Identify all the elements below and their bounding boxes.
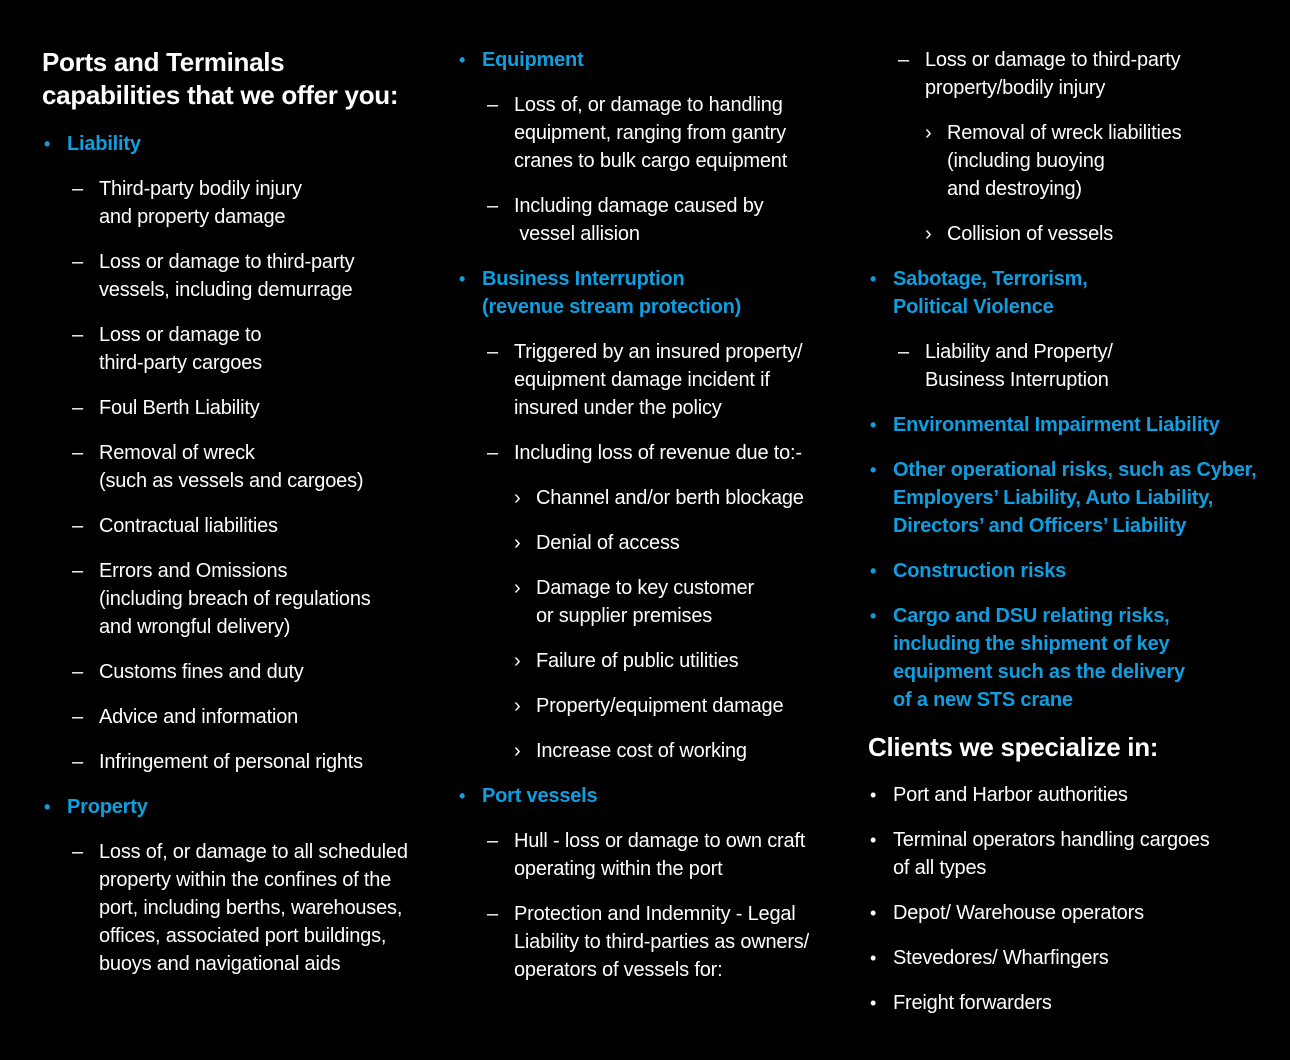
sub-item <box>42 658 442 686</box>
text-line: Loss or damage to third-party <box>925 49 1181 71</box>
sub-item <box>457 338 857 422</box>
bullet-icon: • <box>870 269 877 289</box>
bullet-icon: • <box>870 415 877 435</box>
text-line: Environmental Impairment Liability <box>893 414 1220 436</box>
column-left <box>42 46 442 995</box>
text-line: Hull - loss or damage to own craft <box>514 830 806 852</box>
item-text <box>536 529 857 557</box>
text-line: Contractual liabilities <box>99 515 278 537</box>
item-text <box>99 557 442 641</box>
text-line: Removal of wreck liabilities <box>947 122 1182 144</box>
bullet-icon: • <box>44 134 51 154</box>
sub-item <box>42 248 442 304</box>
item-text <box>893 781 1278 809</box>
item-text <box>514 439 857 467</box>
dash-icon: – <box>72 751 83 773</box>
sub-item <box>42 512 442 540</box>
text-line: Damage to key customer <box>536 577 754 599</box>
text-line: port, including berths, warehouses, <box>99 897 403 919</box>
text-line: Stevedores/ Wharfingers <box>893 947 1109 969</box>
item-text <box>514 91 857 175</box>
sub-item <box>42 557 442 641</box>
sub-item <box>42 748 442 776</box>
item-text <box>99 321 442 377</box>
sub-item <box>868 338 1278 394</box>
text-line: operating within the port <box>514 858 723 880</box>
item-text <box>514 827 857 883</box>
text-line: Foul Berth Liability <box>99 397 260 419</box>
capability-item <box>42 793 442 821</box>
capability-item <box>868 602 1278 714</box>
sub-item <box>42 175 442 231</box>
text-line: Including loss of revenue due to:- <box>514 442 802 464</box>
item-text <box>536 692 857 720</box>
text-line: (including breach of regulations <box>99 588 371 610</box>
bullet-icon: • <box>870 460 877 480</box>
bullet-icon: • <box>870 830 877 850</box>
item-text <box>536 647 857 675</box>
column-middle <box>457 46 857 1001</box>
sub-item <box>457 439 857 467</box>
text-line: Customs fines and duty <box>99 661 304 683</box>
client-item <box>868 944 1278 972</box>
chevron-icon: › <box>514 577 521 599</box>
text-line: and wrongful delivery) <box>99 616 291 638</box>
detail-item <box>868 119 1278 203</box>
text-line: including the shipment of key <box>893 633 1170 655</box>
text-line: capabilities that we offer you: <box>42 80 399 110</box>
capability-item <box>868 265 1278 321</box>
capability-item <box>457 782 857 810</box>
item-text <box>99 175 442 231</box>
dash-icon: – <box>72 661 83 683</box>
item-text <box>99 394 442 422</box>
dash-icon: – <box>72 442 83 464</box>
item-text <box>893 826 1278 882</box>
item-text <box>536 484 857 512</box>
bullet-icon: • <box>870 606 877 626</box>
item-text <box>482 46 857 74</box>
capability-item <box>868 557 1278 585</box>
dash-icon: – <box>72 324 83 346</box>
item-text <box>482 782 857 810</box>
dash-icon: – <box>487 830 498 852</box>
text-line: Channel and/or berth blockage <box>536 487 804 509</box>
dash-icon: – <box>72 178 83 200</box>
text-line: of all types <box>893 857 987 879</box>
text-line: Political Violence <box>893 296 1054 318</box>
text-line: Including damage caused by <box>514 195 764 217</box>
sub-item <box>457 192 857 248</box>
text-line: Loss of, or damage to handling <box>514 94 783 116</box>
bullet-icon: • <box>459 786 466 806</box>
item-text <box>99 748 442 776</box>
text-line: Denial of access <box>536 532 680 554</box>
text-line: Sabotage, Terrorism, <box>893 268 1088 290</box>
client-item <box>868 826 1278 882</box>
text-line: Loss or damage to third-party <box>99 251 355 273</box>
item-text <box>99 703 442 731</box>
text-line: Business Interruption <box>482 268 685 290</box>
item-text <box>893 557 1278 585</box>
text-line: Terminal operators handling cargoes <box>893 829 1210 851</box>
detail-item <box>457 647 857 675</box>
dash-icon: – <box>898 49 909 71</box>
text-line: Advice and information <box>99 706 299 728</box>
client-item <box>868 989 1278 1017</box>
item-text <box>893 411 1278 439</box>
item-text <box>893 265 1278 321</box>
text-line: Triggered by an insured property/ <box>514 341 803 363</box>
item-text <box>947 119 1278 203</box>
capability-item <box>457 265 857 321</box>
bullet-icon: • <box>44 797 51 817</box>
page-title <box>42 46 442 112</box>
section-heading <box>868 731 1278 764</box>
text-line: Other operational risks, such as Cyber, <box>893 459 1257 481</box>
text-line: insured under the policy <box>514 397 722 419</box>
text-line: Port vessels <box>482 785 598 807</box>
item-text <box>947 220 1278 248</box>
chevron-icon: › <box>514 650 521 672</box>
sub-item <box>42 321 442 377</box>
text-line: and property damage <box>99 206 286 228</box>
text-line: Removal of wreck <box>99 442 255 464</box>
bullet-icon: • <box>870 785 877 805</box>
sub-item <box>868 46 1278 102</box>
capability-item <box>868 411 1278 439</box>
detail-item <box>457 737 857 765</box>
dash-icon: – <box>72 560 83 582</box>
item-text <box>536 574 857 630</box>
text-line: Liability to third-parties as owners/ <box>514 931 809 953</box>
chevron-icon: › <box>925 223 932 245</box>
capability-item <box>457 46 857 74</box>
dash-icon: – <box>72 397 83 419</box>
chevron-icon: › <box>514 487 521 509</box>
text-line: Liability <box>67 133 141 155</box>
dash-icon: – <box>72 841 83 863</box>
item-text <box>99 658 442 686</box>
text-line: equipment damage incident if <box>514 369 770 391</box>
sub-item <box>457 900 857 984</box>
text-line: equipment, ranging from gantry <box>514 122 786 144</box>
item-text <box>893 602 1278 714</box>
text-line: Employers’ Liability, Auto Liability, <box>893 487 1214 509</box>
text-line: of a new STS crane <box>893 689 1073 711</box>
text-line: Business Interruption <box>925 369 1109 391</box>
capability-item <box>868 456 1278 540</box>
dash-icon: – <box>72 515 83 537</box>
detail-item <box>457 692 857 720</box>
capability-item <box>42 130 442 158</box>
bullet-icon: • <box>459 50 466 70</box>
detail-item <box>457 574 857 630</box>
text-line: Protection and Indemnity - Legal <box>514 903 796 925</box>
bullet-icon: • <box>870 903 877 923</box>
sub-item <box>42 838 442 978</box>
text-line: equipment such as the delivery <box>893 661 1185 683</box>
item-text <box>893 989 1278 1017</box>
sub-item <box>457 91 857 175</box>
text-line: and destroying) <box>947 178 1082 200</box>
detail-item <box>457 484 857 512</box>
dash-icon: – <box>487 341 498 363</box>
sub-item <box>42 703 442 731</box>
detail-item <box>868 220 1278 248</box>
item-text <box>893 899 1278 927</box>
item-text <box>99 838 442 978</box>
text-line: vessel allision <box>514 223 640 245</box>
chevron-icon: › <box>514 695 521 717</box>
item-text <box>99 248 442 304</box>
dash-icon: – <box>487 442 498 464</box>
client-item <box>868 781 1278 809</box>
text-line: Property <box>67 796 148 818</box>
item-text <box>893 456 1278 540</box>
item-text <box>514 192 857 248</box>
dash-icon: – <box>487 195 498 217</box>
detail-item <box>457 529 857 557</box>
item-text <box>536 737 857 765</box>
bullet-icon: • <box>870 993 877 1013</box>
item-text <box>514 338 857 422</box>
text-line: Third-party bodily injury <box>99 178 302 200</box>
text-line: Failure of public utilities <box>536 650 739 672</box>
dash-icon: – <box>898 341 909 363</box>
item-text <box>893 944 1278 972</box>
text-line: Equipment <box>482 49 584 71</box>
dash-icon: – <box>487 94 498 116</box>
item-text <box>99 439 442 495</box>
text-line: Infringement of personal rights <box>99 751 363 773</box>
dash-icon: – <box>72 706 83 728</box>
item-text <box>99 512 442 540</box>
text-line: Cargo and DSU relating risks, <box>893 605 1170 627</box>
text-line: Liability and Property/ <box>925 341 1113 363</box>
text-line: Clients we specialize in: <box>868 732 1159 762</box>
text-line: Construction risks <box>893 560 1067 582</box>
text-line: or supplier premises <box>536 605 713 627</box>
chevron-icon: › <box>514 740 521 762</box>
bullet-icon: • <box>870 948 877 968</box>
text-line: property/bodily injury <box>925 77 1106 99</box>
column-right <box>868 46 1278 1034</box>
chevron-icon: › <box>925 122 932 144</box>
text-line: Ports and Terminals <box>42 47 285 77</box>
text-line: Increase cost of working <box>536 740 747 762</box>
item-text <box>67 130 442 158</box>
text-line: cranes to bulk cargo equipment <box>514 150 788 172</box>
text-line: offices, associated port buildings, <box>99 925 387 947</box>
text-line: (including buoying <box>947 150 1105 172</box>
bullet-icon: • <box>459 269 466 289</box>
text-line: Errors and Omissions <box>99 560 288 582</box>
text-line: buoys and navigational aids <box>99 953 341 975</box>
item-text <box>482 265 857 321</box>
text-line: (revenue stream protection) <box>482 296 742 318</box>
text-line: Depot/ Warehouse operators <box>893 902 1144 924</box>
bullet-icon: • <box>870 561 877 581</box>
item-text <box>925 338 1278 394</box>
dash-icon: – <box>487 903 498 925</box>
sub-item <box>457 827 857 883</box>
text-line: Port and Harbor authorities <box>893 784 1128 806</box>
text-line: Loss of, or damage to all scheduled <box>99 841 408 863</box>
text-line: operators of vessels for: <box>514 959 723 981</box>
text-line: Freight forwarders <box>893 992 1052 1014</box>
text-line: third-party cargoes <box>99 352 262 374</box>
text-line: (such as vessels and cargoes) <box>99 470 364 492</box>
text-line: Property/equipment damage <box>536 695 784 717</box>
item-text <box>514 900 857 984</box>
text-line: Collision of vessels <box>947 223 1114 245</box>
item-text <box>67 793 442 821</box>
chevron-icon: › <box>514 532 521 554</box>
client-item <box>868 899 1278 927</box>
text-line: Directors’ and Officers’ Liability <box>893 515 1187 537</box>
dash-icon: – <box>72 251 83 273</box>
sub-item <box>42 394 442 422</box>
text-line: Loss or damage to <box>99 324 262 346</box>
sub-item <box>42 439 442 495</box>
text-line: vessels, including demurrage <box>99 279 353 301</box>
item-text <box>925 46 1278 102</box>
text-line: property within the confines of the <box>99 869 392 891</box>
